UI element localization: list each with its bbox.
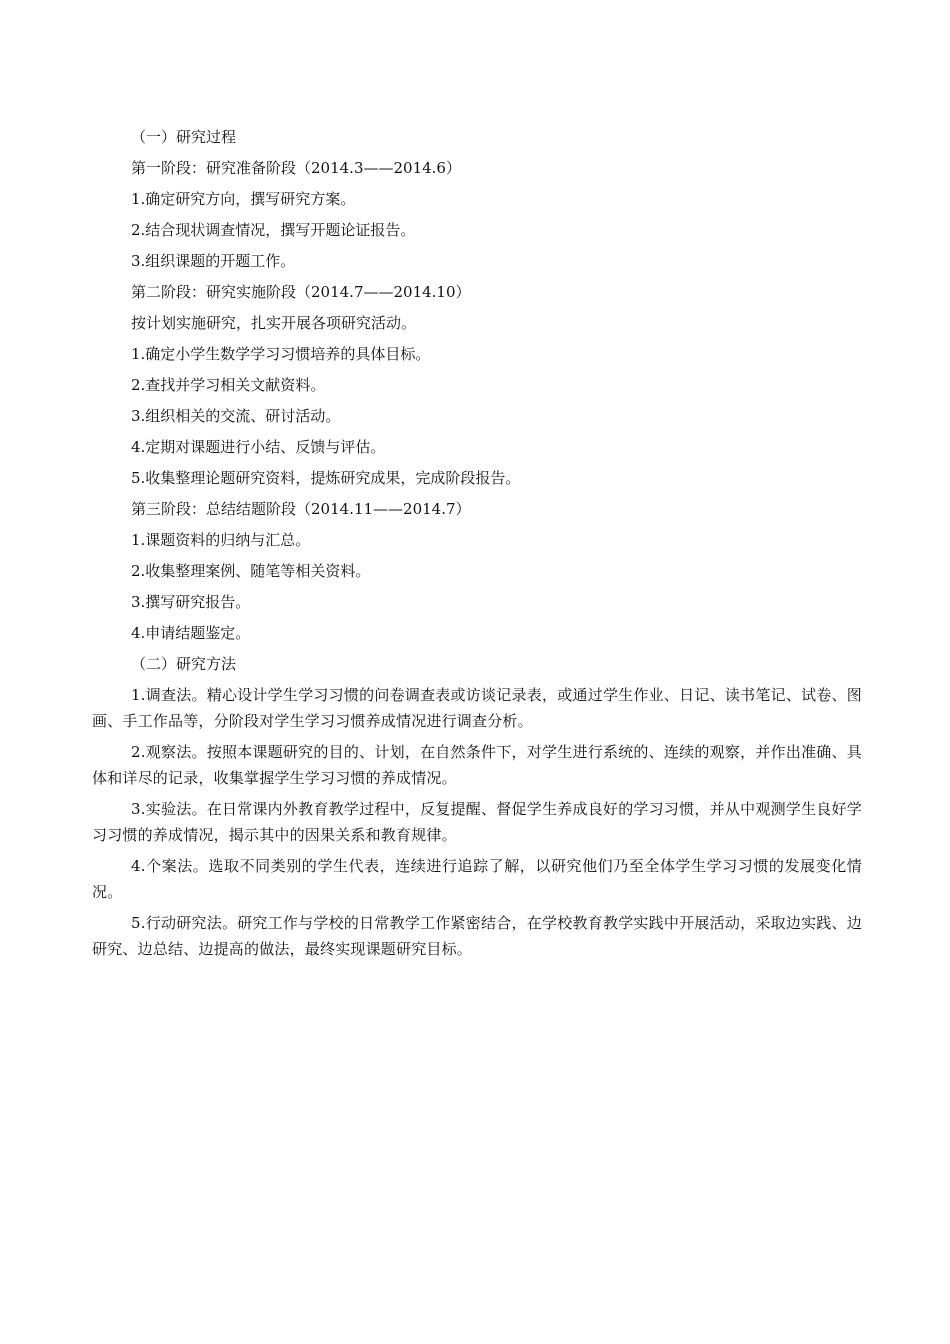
- method-paragraph-action-research: 5.行动研究法。研究工作与学校的日常教学工作紧密结合，在学校教育教学实践中开展活动，采取边实践、边研究、边总结、边提高的做法，最终实现课题研究目标。: [92, 914, 862, 958]
- method-paragraph-observation: 2.观察法。按照本课题研究的目的、计划，在自然条件下，对学生进行系统的、连续的观察，并作出准确、具体和详尽的记录，收集掌握学生学习习惯的养成情况。: [92, 743, 862, 787]
- method-paragraph-experiment: 3.实验法。在日常课内外教育教学过程中，反复提醒、督促学生养成良好的学习习惯，并从中观测学生良好学习习惯的养成情况，揭示其中的因果关系和教育规律。: [92, 800, 862, 844]
- stage-3-item: 2.收集整理案例、随笔等相关资料。: [131, 562, 371, 580]
- stage-1-item: 2.结合现状调查情况，撰写开题论证报告。: [131, 221, 416, 239]
- stage-2-intro: 按计划实施研究，扎实开展各项研究活动。: [131, 314, 417, 332]
- stage-2-item: 5.收集整理论题研究资料，提炼研究成果，完成阶段报告。: [131, 469, 521, 487]
- section-heading-research-process: （一）研究过程: [131, 128, 237, 146]
- method-paragraph-survey: 1.调查法。精心设计学生学习习惯的问卷调查表或访谈记录表，或通过学生作业、日记、读书笔记、试卷、图画、手工作品等，分阶段对学生学习习惯养成情况进行调查分析。: [92, 686, 862, 730]
- document-body: [92, 124, 862, 967]
- section-heading-research-methods: （二）研究方法: [131, 655, 237, 673]
- stage-2-item: 1.确定小学生数学学习习惯培养的具体目标。: [131, 345, 431, 363]
- stage-3-item: 3.撰写研究报告。: [131, 593, 251, 611]
- stage-2-item: 3.组织相关的交流、研讨活动。: [131, 407, 341, 425]
- stage-3-title: 第三阶段：总结结题阶段（2014.11——2014.7）: [131, 500, 471, 518]
- stage-1-item: 3.组织课题的开题工作。: [131, 252, 296, 270]
- stage-3-item: 4.申请结题鉴定。: [131, 624, 251, 642]
- stage-1-item: 1.确定研究方向，撰写研究方案。: [131, 190, 356, 208]
- stage-2-title: 第二阶段：研究实施阶段（2014.7——2014.10）: [131, 283, 471, 301]
- stage-3-item: 1.课题资料的归纳与汇总。: [131, 531, 311, 549]
- method-paragraph-case-study: 4.个案法。选取不同类别的学生代表，连续进行追踪了解，以研究他们乃至全体学生学习习惯的发展变化情况。: [92, 857, 862, 901]
- stage-1-title: 第一阶段：研究准备阶段（2014.3——2014.6）: [131, 159, 461, 177]
- stage-2-item: 4.定期对课题进行小结、反馈与评估。: [131, 438, 386, 456]
- stage-2-item: 2.查找并学习相关文献资料。: [131, 376, 326, 394]
